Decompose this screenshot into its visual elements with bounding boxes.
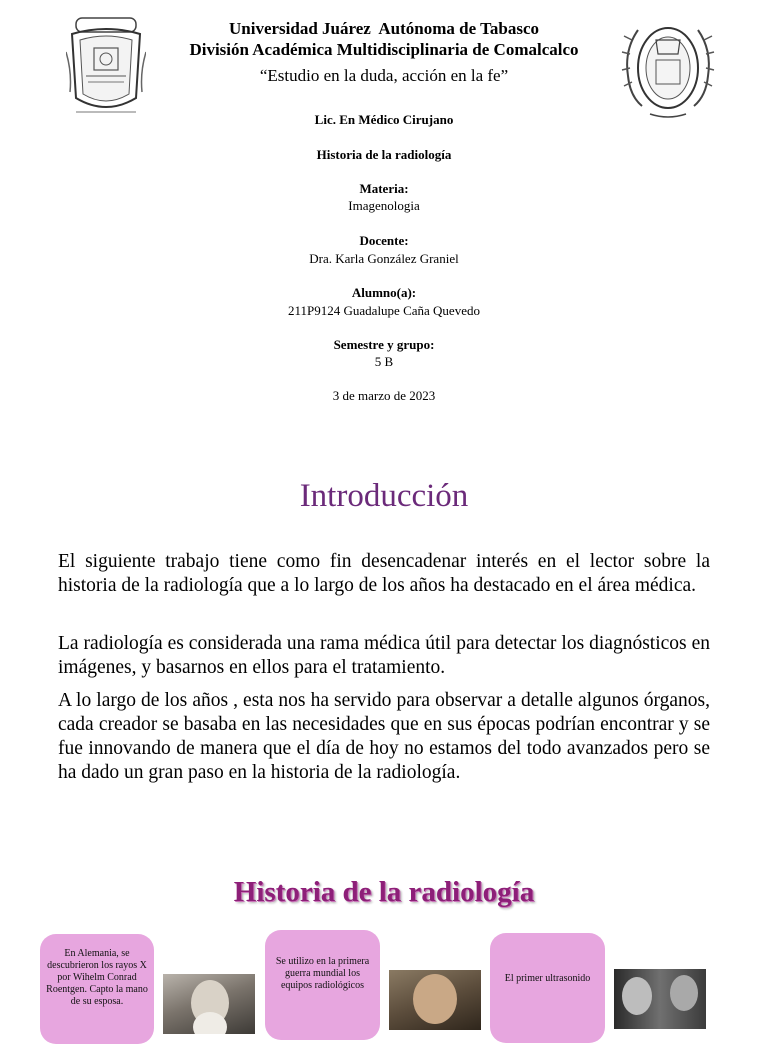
header-titles [150, 18, 618, 60]
work-title: Historia de la radiología [316, 147, 452, 162]
ww1-photo [389, 970, 481, 1030]
semester-label: Semestre y grupo: [333, 337, 435, 352]
intro-paragraph-1: El siguiente trabajo tiene como fin desencadenar interés en el lector sobre la historia de la radiología que a lo largo de los años ha destacado en el área médica. [58, 551, 710, 596]
semester-value: 5 B [374, 354, 394, 369]
student-value: 211P9124 Guadalupe Caña Quevedo [288, 303, 480, 318]
roentgen-photo [163, 974, 255, 1034]
student-label: Alumno(a): [351, 285, 417, 300]
teacher-value: Dra. Karla González Graniel [309, 251, 459, 266]
subject-label: Materia: [359, 181, 409, 196]
intro-heading: Introducción [299, 478, 469, 514]
damc-seal-icon [620, 10, 716, 122]
ujat-crest-icon [66, 12, 146, 122]
university-name: Universidad Juárez Autónoma de Tabasco [229, 19, 539, 38]
motto: “Estudio en la duda, acción en la fe” [259, 66, 509, 85]
timeline-bubble-1: En Alemania, se descubrieron los rayos X por Wihelm Conrad Roentgen. Capto la mano de su esposa. [40, 934, 154, 1044]
division-name: División Académica Multidisciplinaria de Comalcalco [189, 40, 579, 59]
ultrasound-photo [614, 969, 706, 1029]
teacher-label: Docente: [359, 233, 409, 248]
career-label: Lic. En Médico Cirujano [314, 112, 454, 127]
history-heading: Historia de la radiología [233, 876, 535, 908]
subject-value: Imagenologia [348, 198, 420, 213]
date: 3 de marzo de 2023 [332, 388, 436, 403]
intro-paragraph-2: La radiología es considerada una rama médica útil para detectar los diagnósticos en imágenes, y basarnos en ellos para el tratamiento. [58, 633, 710, 678]
intro-paragraph-3: A lo largo de los años , esta nos ha servido para observar a detalle algunos órganos, cada creador se basaba en las necesidades que en sus épocas podrían encontrar y se fue innovando de manera que el día de hoy no estamos del todo avanzados pero se ha dado un gran paso en la historia de la radiología. [58, 690, 710, 783]
timeline-bubble-2: Se utilizo en la primera guerra mundial los equipos radiológicos [265, 930, 380, 1040]
timeline-bubble-3: El primer ultrasonido [490, 933, 605, 1043]
